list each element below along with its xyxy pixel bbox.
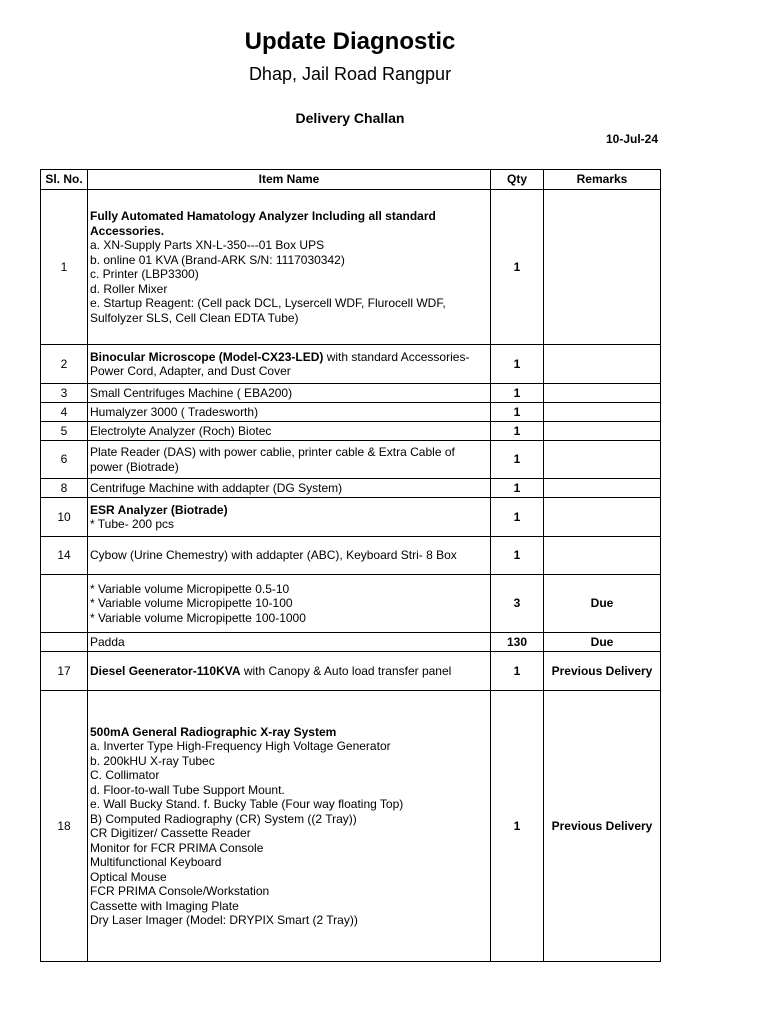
cell-remarks: [544, 479, 661, 498]
cell-qty: 1: [491, 441, 544, 479]
item-text: e. Wall Bucky Stand. f. Bucky Table (Four way floating Top): [90, 797, 404, 811]
cell-remarks: Due: [544, 633, 661, 652]
cell-sl-no: 6: [41, 441, 88, 479]
item-line: [90, 855, 488, 870]
item-text: e. Startup Reagent: (Cell pack DCL, Lysercell WDF, Flurocell WDF,: [90, 296, 446, 310]
table-row: [41, 479, 661, 498]
item-line: [90, 209, 488, 224]
item-text-bold: ESR Analyzer (Biotrade): [90, 502, 228, 517]
table-row: [41, 384, 661, 403]
challan-date: 10-Jul-24: [605, 132, 658, 146]
cell-remarks: [544, 403, 661, 422]
item-text: with Canopy & Auto load transfer panel: [240, 663, 452, 678]
item-line: [90, 445, 488, 460]
cell-remarks: Previous Delivery: [544, 652, 661, 691]
item-text: with standard Accessories-: [323, 349, 470, 364]
item-line: [90, 783, 488, 798]
cell-qty: 1: [491, 190, 544, 345]
item-line: [90, 884, 488, 899]
item-text: FCR PRIMA Console/Workstation: [90, 884, 270, 898]
cell-qty: 1: [491, 403, 544, 422]
item-line: [90, 754, 488, 769]
table-row: [41, 441, 661, 479]
item-text: power (Biotrade): [90, 459, 179, 474]
cell-remarks: Due: [544, 575, 661, 633]
column-header-qty: Qty: [491, 170, 544, 190]
item-line: [90, 503, 488, 518]
item-line: [90, 913, 488, 928]
table-row: [41, 633, 661, 652]
cell-sl-no: 3: [41, 384, 88, 403]
item-line: [90, 596, 488, 611]
table-row: [41, 575, 661, 633]
item-text-bold: Binocular Microscope (Model-CX23-LED): [90, 349, 324, 364]
cell-sl-no: 17: [41, 652, 88, 691]
cell-remarks: [544, 441, 661, 479]
cell-remarks: [544, 384, 661, 403]
cell-item-name: [88, 537, 491, 575]
item-text: b. 200kHU X-ray Tubec: [90, 753, 215, 768]
item-line: [90, 548, 488, 563]
item-text: * Variable volume Micropipette 10-100: [90, 596, 293, 611]
item-line: [90, 253, 488, 268]
item-text: Electrolyte Analyzer (Roch) Biotec: [90, 423, 272, 438]
item-line: [90, 870, 488, 885]
table-row: [41, 345, 661, 384]
item-text: Centrifuge Machine with addapter (DG System): [90, 480, 343, 495]
item-text: d. Floor-to-wall Tube Support Mount.: [90, 782, 285, 797]
item-text: Cassette with Imaging Plate: [90, 898, 239, 913]
cell-remarks: [544, 422, 661, 441]
cell-qty: 1: [491, 537, 544, 575]
item-line: [90, 238, 488, 253]
cell-item-name: [88, 384, 491, 403]
cell-item-name: [88, 403, 491, 422]
item-line: [90, 797, 488, 812]
item-text: Dry Laser Imager (Model: DRYPIX Smart (2 Tray)): [90, 913, 358, 927]
cell-sl-no: 8: [41, 479, 88, 498]
cell-qty: 130: [491, 633, 544, 652]
item-text: a. XN-Supply Parts XN-L-350---01 Box UPS: [90, 238, 325, 252]
item-text: Plate Reader (DAS) with power cablie, printer cable & Extra Cable of: [90, 445, 455, 459]
item-line: [90, 582, 488, 597]
item-text: b. online 01 KVA (Brand-ARK S/N: 1117030342): [90, 252, 345, 267]
company-name: Update Diagnostic: [244, 28, 456, 55]
item-text: * Tube- 200 pcs: [90, 517, 175, 531]
item-text: * Variable volume Micropipette 100-1000: [90, 610, 306, 625]
cell-item-name: [88, 422, 491, 441]
column-header-item-name: Item Name: [88, 170, 491, 190]
cell-item-name: [88, 633, 491, 652]
item-line: [90, 841, 488, 856]
cell-qty: 1: [491, 422, 544, 441]
cell-qty: 1: [491, 479, 544, 498]
item-text: Monitor for FCR PRIMA Console: [90, 840, 264, 855]
table-row: [41, 652, 661, 691]
item-text: Cybow (Urine Chemestry) with addapter (ABC), Keyboard Stri- 8 Box: [90, 548, 457, 563]
cell-sl-no: [41, 575, 88, 633]
item-text: Multifunctional Keyboard: [90, 855, 222, 869]
item-line: [90, 424, 488, 439]
item-text: B) Computed Radiography (CR) System ((2 Tray)): [90, 811, 357, 826]
cell-sl-no: 2: [41, 345, 88, 384]
item-line: [90, 517, 488, 532]
cell-qty: 1: [491, 384, 544, 403]
item-text-bold: Fully Automated Hamatology Analyzer Including all standard: [90, 209, 436, 223]
table-row: [41, 498, 661, 537]
item-text: * Variable volume Micropipette 0.5-10: [90, 581, 290, 596]
item-text: Power Cord, Adapter, and Dust Cover: [90, 364, 291, 378]
document-title: Delivery Challan: [295, 110, 405, 126]
item-line: [90, 481, 488, 496]
cell-sl-no: 14: [41, 537, 88, 575]
column-header-sl-no: Sl. No.: [41, 170, 88, 190]
cell-sl-no: 4: [41, 403, 88, 422]
item-text: d. Roller Mixer: [90, 281, 168, 296]
item-text-bold: Diesel Geenerator-110KVA: [90, 663, 241, 678]
cell-remarks: [544, 498, 661, 537]
item-line: [90, 812, 488, 827]
table-row: [41, 537, 661, 575]
item-line: [90, 635, 488, 650]
cell-qty: 3: [491, 575, 544, 633]
item-text: Sulfolyzer SLS, Cell Clean EDTA Tube): [90, 310, 299, 325]
item-text: a. Inverter Type High-Frequency High Voltage Generator: [90, 739, 391, 753]
cell-item-name: [88, 190, 491, 345]
cell-qty: 1: [491, 345, 544, 384]
item-text: Small Centrifuges Machine ( EBA200): [90, 385, 293, 400]
cell-item-name: [88, 345, 491, 384]
cell-sl-no: 10: [41, 498, 88, 537]
table-row: [41, 691, 661, 962]
cell-item-name: [88, 575, 491, 633]
item-line: [90, 768, 488, 783]
item-text: Humalyzer 3000 ( Tradesworth): [90, 404, 259, 419]
cell-item-name: [88, 441, 491, 479]
table-row: [41, 422, 661, 441]
item-line: [90, 405, 488, 420]
cell-qty: 1: [491, 652, 544, 691]
item-text-bold: 500mA General Radiographic X-ray System: [90, 724, 337, 739]
item-line: [90, 311, 488, 326]
item-line: [90, 350, 488, 365]
cell-sl-no: 18: [41, 691, 88, 962]
cell-sl-no: 1: [41, 190, 88, 345]
cell-item-name: [88, 652, 491, 691]
delivery-challan-table: [40, 169, 661, 962]
item-text: CR Digitizer/ Cassette Reader: [90, 826, 251, 840]
table-row: [41, 190, 661, 345]
cell-qty: 1: [491, 498, 544, 537]
item-line: [90, 364, 488, 379]
item-text-bold: Accessories.: [90, 223, 165, 238]
item-text: Padda: [90, 634, 125, 649]
item-line: [90, 664, 488, 679]
cell-remarks: [544, 190, 661, 345]
table-row: [41, 403, 661, 422]
cell-qty: 1: [491, 691, 544, 962]
cell-sl-no: [41, 633, 88, 652]
item-line: [90, 224, 488, 239]
item-line: [90, 296, 488, 311]
cell-remarks: [544, 345, 661, 384]
item-line: [90, 386, 488, 401]
item-line: [90, 899, 488, 914]
cell-remarks: [544, 537, 661, 575]
company-address: Dhap, Jail Road Rangpur: [248, 64, 452, 84]
table-body: [41, 190, 661, 962]
item-line: [90, 725, 488, 740]
cell-sl-no: 5: [41, 422, 88, 441]
cell-item-name: [88, 691, 491, 962]
item-text: c. Printer (LBP3300): [90, 267, 199, 281]
column-header-remarks: Remarks: [544, 170, 661, 190]
cell-item-name: [88, 498, 491, 537]
item-text: Optical Mouse: [90, 869, 167, 884]
item-line: [90, 826, 488, 841]
cell-remarks: Previous Delivery: [544, 691, 661, 962]
table-header-row: [41, 170, 661, 190]
item-line: [90, 611, 488, 626]
item-line: [90, 460, 488, 475]
cell-item-name: [88, 479, 491, 498]
item-line: [90, 282, 488, 297]
item-line: [90, 739, 488, 754]
item-line: [90, 267, 488, 282]
item-text: C. Collimator: [90, 768, 160, 782]
